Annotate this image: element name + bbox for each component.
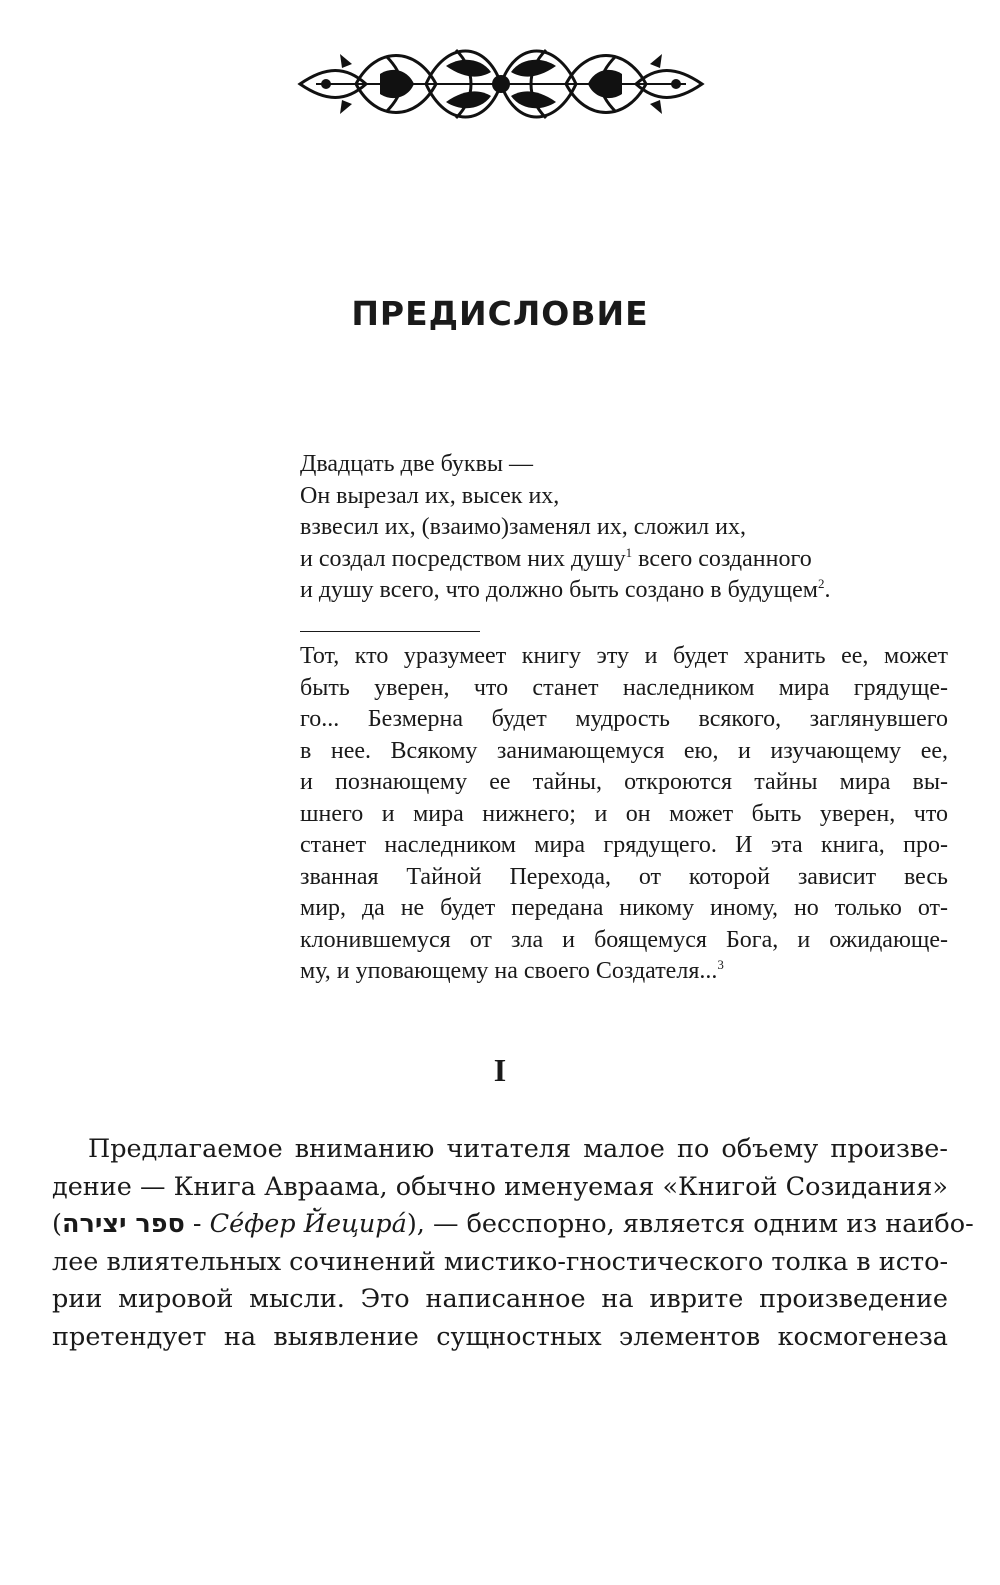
footnote-ref-1[interactable]: 1: [625, 544, 633, 560]
decorative-knotwork-ornament: [296, 36, 706, 132]
body-text: (: [52, 1209, 62, 1240]
body-line: претендует на выявление сущностных элементов космогенеза: [52, 1321, 948, 1352]
section-number: I: [493, 1052, 507, 1088]
verse-text: всего созданного: [638, 545, 812, 572]
verse-text: и душу всего, что должно быть создано в будущем: [300, 577, 818, 603]
verse-line: Двадцать две буквы —: [300, 451, 534, 477]
body-paragraph: [52, 1131, 974, 1357]
verse-line: взвесил их, (взаимо)заменял их, сложил их,: [300, 514, 747, 540]
body-line: рии мировой мысли. Это написанное на иврите произведение: [52, 1284, 948, 1315]
body-line: лее влиятельных сочинений мистико-гностического толка в исто-: [52, 1246, 949, 1277]
verse-line: [300, 575, 960, 607]
body-line: Предлагаемое вниманию читателя малое по объему произве-: [88, 1134, 948, 1164]
quote-line: в нее. Всякому занимающемуся ею, и изучающему ее,: [300, 737, 948, 764]
body-line: [52, 1206, 974, 1244]
page-title: ПРЕДИСЛОВИЕ: [351, 294, 649, 333]
separator-rule: [300, 631, 480, 632]
verse-line: [300, 544, 960, 576]
footnote-ref-2[interactable]: 2: [817, 576, 825, 591]
transliterated-title: Се́фер Йецира́: [209, 1209, 407, 1240]
footnote-ref-3[interactable]: 3: [717, 957, 724, 972]
quote-line: Тот, кто уразумеет книгу эту и будет хранить ее, может: [300, 643, 948, 669]
verse-line: Он вырезал их, высек их,: [300, 482, 560, 509]
quote-line: го... Безмерна будет мудрость всякого, заглянувшего: [300, 706, 948, 732]
hebrew-title: ספר יצירה: [61, 1209, 185, 1240]
quote-text: му, и уповающему на своего Создателя...: [300, 958, 718, 984]
quote-line: званная Тайной Перехода, от которой зависит весь: [300, 863, 948, 890]
quote-line: шнего и мира нижнего; и он может быть уверен, что: [300, 800, 948, 827]
quote-line: мир, да не будет передана никому иному, но только от-: [300, 895, 948, 921]
body-text: -: [184, 1209, 210, 1240]
quote-line: станет наследником мира грядущего. И эта книга, про-: [300, 832, 948, 858]
epigraph-quote: [300, 641, 948, 988]
quote-line: быть уверен, что станет наследником мира грядуще-: [300, 674, 948, 701]
body-text: ), — бесспорно, является одним из наибо-: [406, 1209, 974, 1240]
quote-line: клонившемуся от зла и боящемуся Бога, и ожидающе-: [300, 926, 948, 953]
verse-text: .: [824, 577, 831, 603]
quote-line: и познающему ее тайны, откроются тайны мира вы-: [300, 769, 948, 795]
body-line: дение — Книга Авраама, обычно именуемая «Книгой Созидания»: [52, 1171, 948, 1202]
epigraph-verse: [300, 449, 960, 607]
quote-line: [300, 956, 948, 988]
verse-text: и создал посредством них душу: [300, 545, 626, 572]
